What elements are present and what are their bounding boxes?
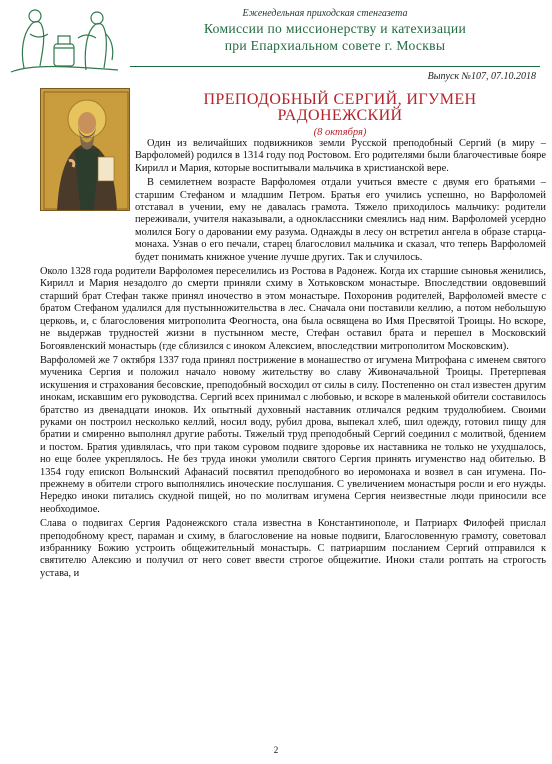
feast-date: (8 октября) <box>313 127 367 138</box>
article-body <box>40 138 546 582</box>
logo-christ-and-samaritan-woman-icon <box>6 4 124 76</box>
masthead-title-line: Комиссии по миссионерству и катехизации <box>203 21 467 36</box>
article-paragraph: Один из величайших подвижников земли Русской преподобный Сергий (в миру – Варфоломей) родился в 1314 году под Ростовом. Его родителями были благочестивые бояре Кирилл и Мария, которые воспитывали мальчика в христианской вере. <box>135 138 546 174</box>
masthead-divider <box>130 66 540 67</box>
masthead-subtitle: Еженедельная приходская стенгазета <box>242 8 408 19</box>
article-paragraph: Варфоломей же 7 октября 1337 года принял пострижение в монашество от игумена Митрофана с именем святого мученика Сергия и положил начало новому жительству во славу Живоначальной Троицы. Претерпевая искушения и страхования бесовские, преподобный восходил от силы в силу. Постепенно он стал известен другим инокам, искавшим его руководства. Сергий всех принимал с любовью, и вскоре в маленькой обители составилось братство из двенадцати иноков. Их опытный духовный наставник отличался редким трудолюбием. Своими руками он построил несколько келлий, носил воду, рубил дрова, выпекал хлеб, шил одежду, готовил пищу для братии и смиренно выполнял другие работы. Тяжелый труд преподобный Сергий соединил с молитвой, бдением и постом. Братия удивлялась, что при таком суровом подвиге здоровье их наставника не только не ухудшалось, но еще более укреплялось. Не без труда иноки умолили святого Сергия принять игуменство над обителью. В 1354 году епископ Волынский Афанасий посвятил преподобного во иеромонаха и возвел в сан игумена. По-прежнему в обители строго выполнялись иноческие послушания. С увеличением монастыря росли и его нужды. Нередко иноки питались скудной пищей, но по молитвам игумена Сергия неизвестные люди приносили все необходимое. <box>40 354 546 515</box>
article-paragraph: Около 1328 года родители Варфоломея переселились из Ростова в Радонеж. Когда их старшие сыновья женились, Кирилл и Мария незадолго до смерти приняли схиму в Хотьковском монастыре. Впоследствии овдовевший старший брат Стефан также принял иночество в этом монастыре. Похоронив родителей, Варфоломей вместе с братом Стефаном удалился для пустынножительства в лес. Сначала они поставили келлию, а потом небольшую церковь, и, с благословения митрополита Феогноста, она была освящена во Имя Пресвятой Троицы. Но вскоре, не выдержав трудностей жизни в пустынном месте, Стефан оставил брата и перешел в Московский Богоявленский монастырь (где сблизился с иноком Алексием, впоследствии митрополитом Московским). <box>40 266 546 352</box>
article-title-line: ПРЕПОДОБНЫЙ СЕРГИЙ, ИГУМЕН <box>203 91 477 108</box>
masthead-title <box>130 20 540 54</box>
masthead <box>0 0 552 84</box>
article-paragraph: В семилетнем возрасте Варфоломея отдали учиться вместе с двумя его братьями – старшим Стефаном и младшим Петром. Братья его учились успешно, но Варфоломей отставал в учении, ему не давалась грамота. Тяжело приходилось мальчику: родители переживали, учителя наказывали, а одноклассники смеялись над ним. Варфоломей усердно молился Богу о даровании ему разума. Однажды в лесу он встретил ангела в образе старца-монаха. Узнав о его печали, старец благословил мальчика и сказал, что теперь Варфоломей будет понимать книжное учение лучше других. Так и случилось. <box>135 177 546 263</box>
masthead-title-line: при Епархиальном совете г. Москвы <box>224 38 446 53</box>
issue-number: Выпуск №107, 07.10.2018 <box>427 71 536 82</box>
article-title <box>135 92 545 124</box>
article-title-line: РАДОНЕЖСКИЙ <box>277 107 403 124</box>
article-paragraph: Слава о подвигах Сергия Радонежского стала известна в Константинополе, и Патриарх Филофей прислал преподобному крест, параман и схиму, в благословение на новые подвиги, Благословенную грамоту, советовал избраннику Божию устроить общежительный монастырь. С патриаршим посланием Сергий отправился к святителю Алексию и получил от него совет ввести строгое общежитие. Иноки стали роптать на строгость устава, и <box>40 518 546 579</box>
page-number: 2 <box>273 745 279 755</box>
